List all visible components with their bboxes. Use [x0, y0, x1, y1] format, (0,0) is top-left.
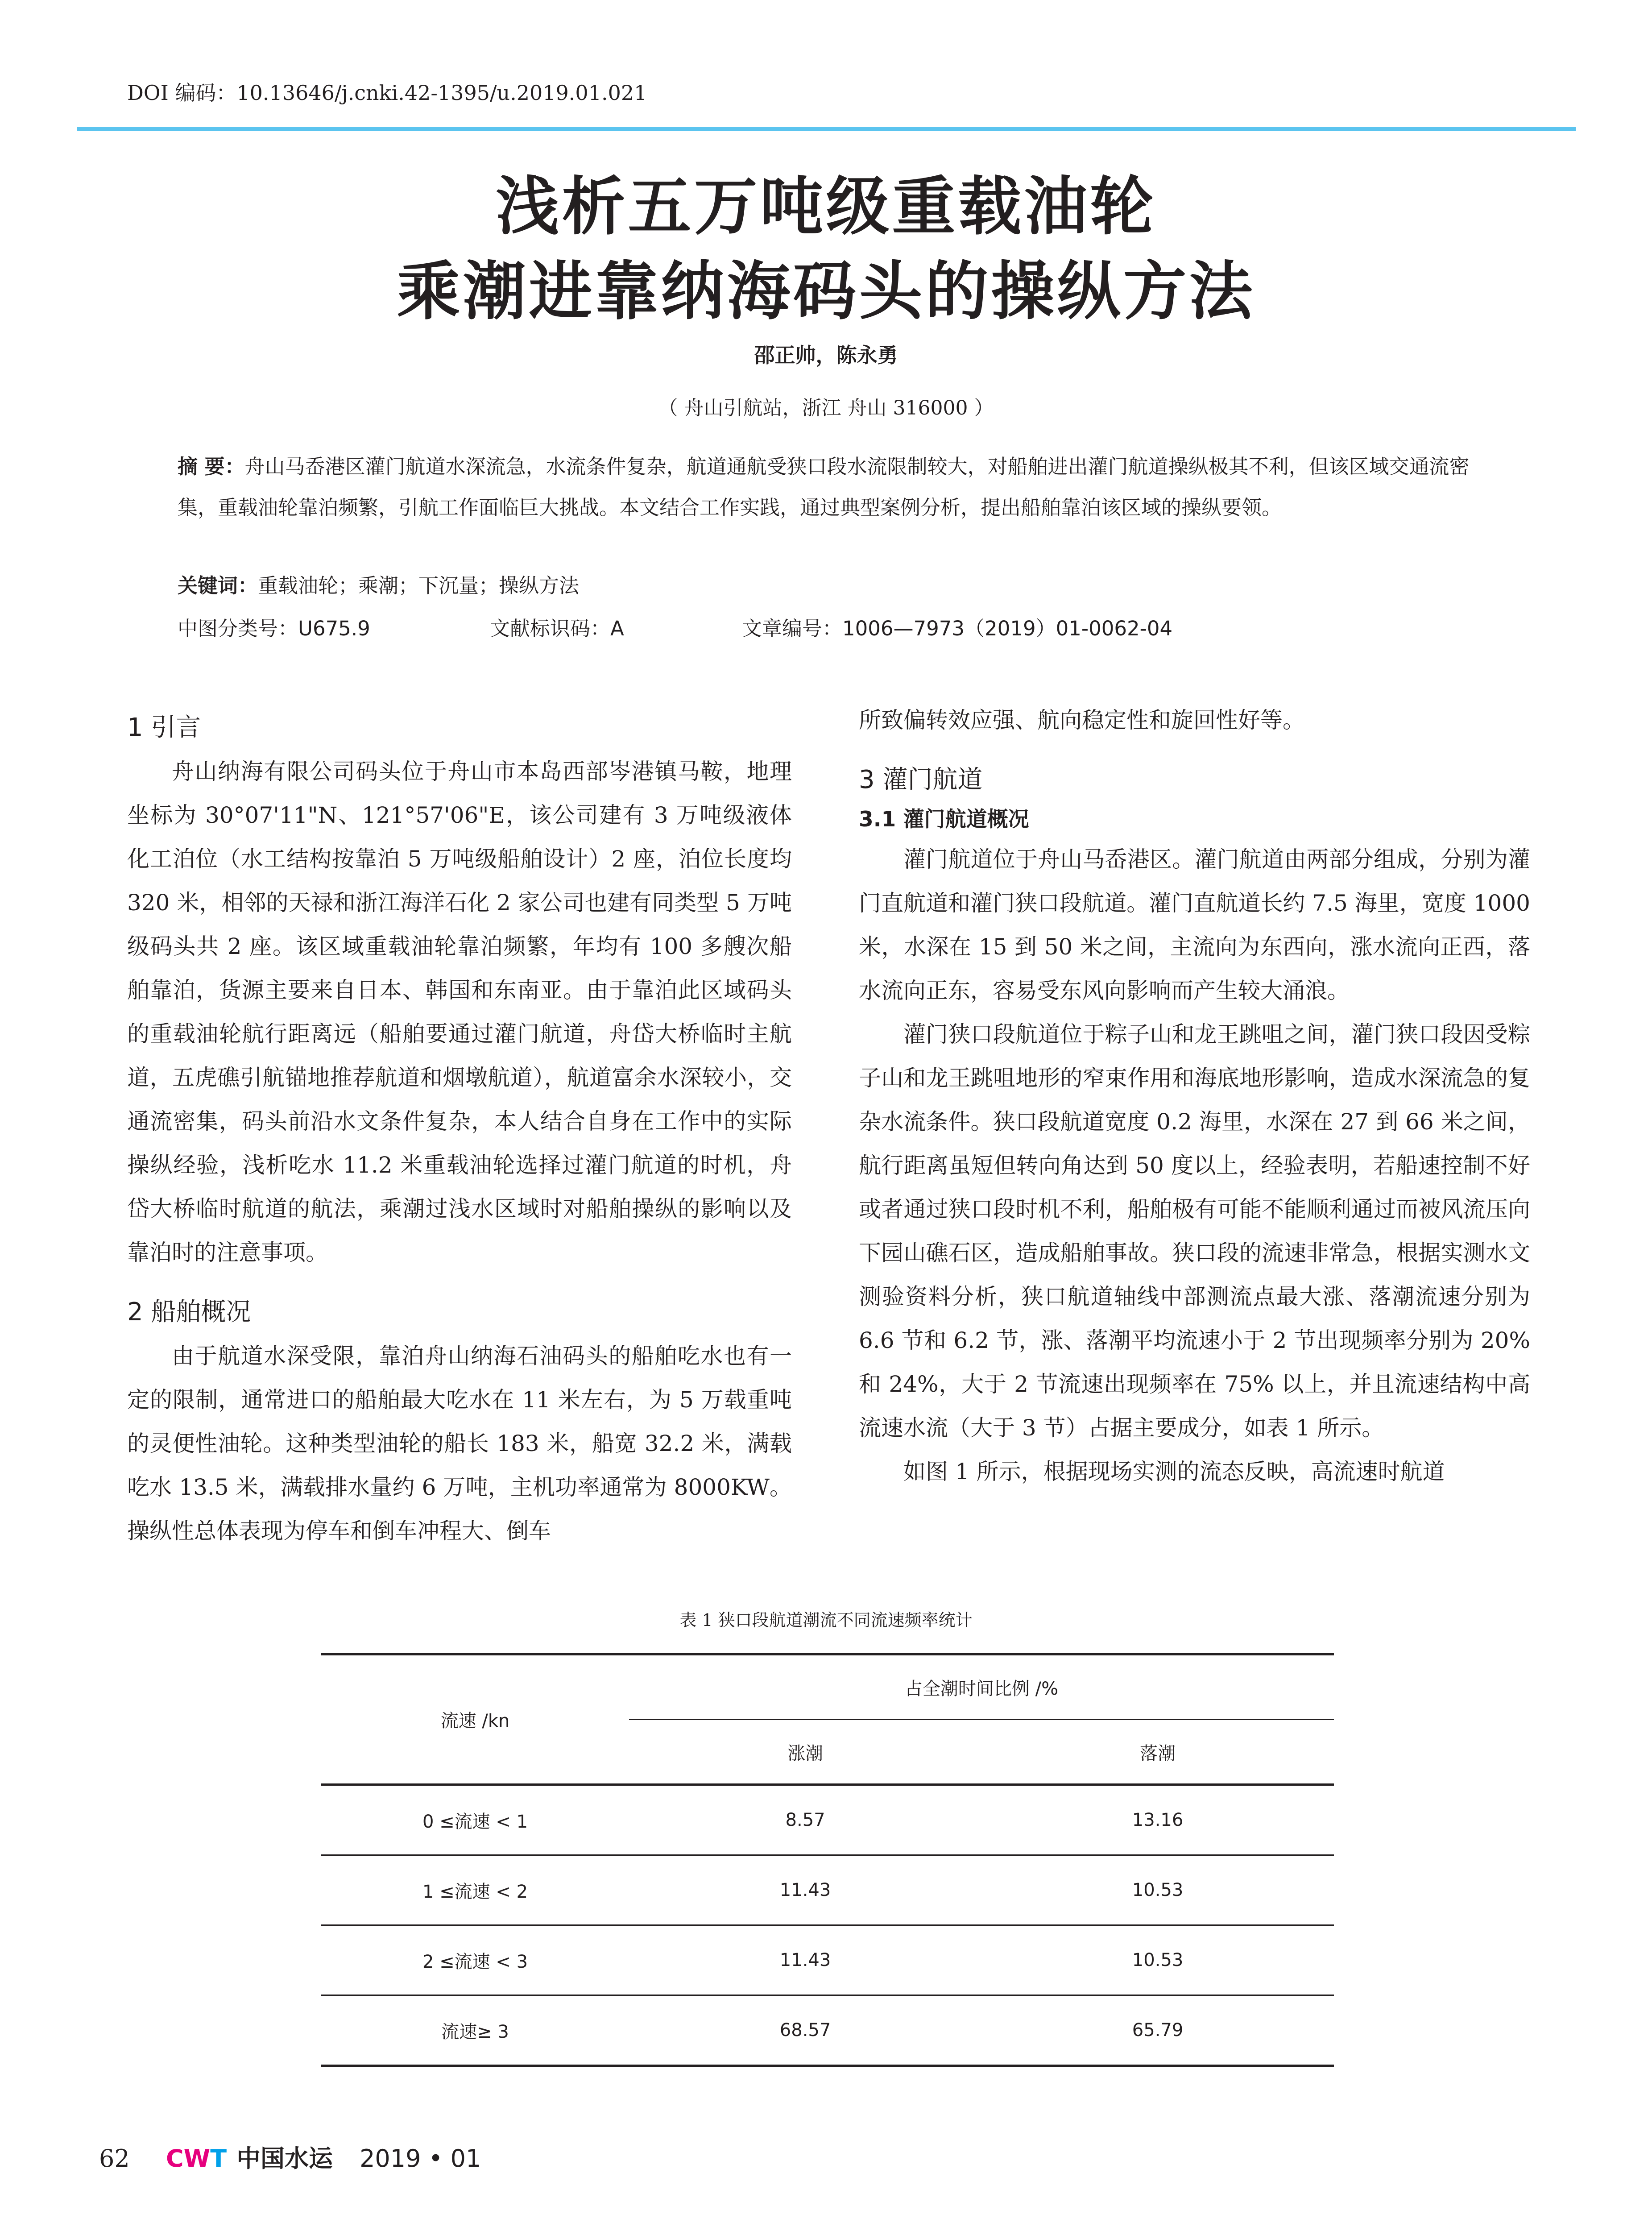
table-row — [321, 1995, 1334, 2066]
row-flood: 8.57 — [629, 1785, 981, 1855]
clc-item — [178, 612, 370, 641]
keywords-text: 重载油轮；乘潮；下沉量；操纵方法 — [258, 574, 580, 597]
section-3-1-paragraph-3: 如图 1 所示，根据现场实测的流态反映，高流速时航道 — [903, 1459, 1445, 1485]
page-number: 62 — [99, 2144, 130, 2173]
section-3-1-paragraph-1: 灌门航道位于舟山马岙港区。灌门航道由两部分组成，分别为灌门直航道和灌门狭口段航道。灌门直航道长约 7.5 海里，宽度 1000 米，水深在 15 到 50 米之间，主流向为东西向，涨水流向正西，落水流向正东，容易受东风向影响而产生较大涌浪。 — [859, 846, 1530, 1004]
section-2-continuation: 所致偏转效应强、航向稳定性和旋回性好等。 — [859, 707, 1305, 733]
art-item — [742, 612, 1172, 641]
art-value: 1006—7973（2019）01-0062-04 — [842, 617, 1173, 640]
table-row — [321, 1855, 1334, 1925]
title-line-2: 乘潮进靠纳海码头的操纵方法 — [397, 254, 1255, 328]
title-line-1: 浅析五万吨级重载油轮 — [496, 170, 1156, 244]
header-group: 占全潮时间比例 /% — [629, 1655, 1334, 1720]
magazine-name: 中国水运 — [236, 2144, 333, 2173]
section-1-paragraph: 舟山纳海有限公司码头位于舟山市本岛西部岑港镇马鞍，地理坐标为 30°07'11"N、121°57'06"E，该公司建有 3 万吨级液体化工泊位（水工结构按靠泊 5 万吨级船舶设计）2 座，泊位长度均 320 米，相邻的天禄和浙江海洋石化 2 家公司也建有同类型 5 万吨级码头共 2 座。该区域重载油轮靠泊频繁，年均有 100 多艘次船舶靠泊，货源主要来自日本、韩国和东南亚。由于靠泊此区域码头的重载油轮航行距离远（船舶要通过灌门航道，舟岱大桥临时主航道，五虎礁引航锚地推荐航道和烟墩航道），航道富余水深较小，交通流密集，码头前沿水文条件复杂，本人结合自身在工作中的实际操纵经验，浅析吃水 11.2 米重载油轮选择过灌门航道的时机，舟岱大桥临时航道的航法，乘潮过浅水区域时对船舶操纵的影响以及靠泊时的注意事项。 — [127, 759, 792, 1265]
flow-speed-table — [321, 1653, 1334, 2067]
doi-code: DOI 编码：10.13646/j.cnki.42-1395/u.2019.01.021 — [127, 81, 647, 105]
logo-w: W — [183, 2144, 211, 2173]
row-ebb: 13.16 — [981, 1785, 1334, 1855]
section-3-1-paragraph-2: 灌门狭口段航道位于粽子山和龙王跳咀之间，灌门狭口段因受粽子山和龙王跳咀地形的窄束作用和海底地形影响，造成水深流急的复杂水流条件。狭口段航道宽度 0.2 海里，水深在 27 到 66 米之间，航行距离虽短但转向角达到 50 度以上，经验表明，若船速控制不好或者通过狭口段时机不利，船舶极有可能不能顺利通过而被风流压向下园山礁石区，造成船舶事故。狭口段的流速非常急，根据实测水文测验资料分析，狭口航道轴线中部测流点最大涨、落潮流速分别为 6.6 节和 6.2 节，涨、落潮平均流速小于 2 节出现频率分别为 20% 和 24%，大于 2 节流速出现频率在 75% 以上，并且流速结构中高流速水流（大于 3 节）占据主要成分，如表 1 所示。 — [859, 1021, 1530, 1441]
art-label: 文章编号： — [742, 617, 843, 640]
doc-label: 文献标识码： — [490, 617, 611, 640]
row-flood: 68.57 — [629, 1995, 981, 2066]
header-ebb: 落潮 — [981, 1720, 1334, 1785]
row-flood: 11.43 — [629, 1855, 981, 1925]
affiliation: （ 舟山引航站，浙江 舟山 316000 ） — [658, 397, 994, 419]
keywords — [178, 569, 579, 598]
abstract — [178, 446, 1485, 528]
table-caption: 表 1 狭口段航道潮流不同流速频率统计 — [679, 1610, 973, 1630]
logo-t: T — [210, 2144, 227, 2173]
header-speed: 流速 /kn — [321, 1655, 629, 1785]
doc-value: A — [610, 617, 624, 640]
row-flood: 11.43 — [629, 1925, 981, 1995]
doc-item — [490, 612, 624, 641]
keywords-label: 关键词： — [178, 574, 258, 597]
row-ebb: 10.53 — [981, 1925, 1334, 1995]
page-footer — [99, 2140, 481, 2174]
clc-value: U675.9 — [298, 617, 370, 640]
section-3-heading: 3 灌门航道 — [859, 765, 983, 794]
row-speed: 1 ≤流速 < 2 — [321, 1855, 629, 1925]
table-row — [321, 1925, 1334, 1995]
abstract-text: 舟山马岙港区灌门航道水深流急，水流条件复杂，航道通航受狭口段水流限制较大，对船舶进出灌门航道操纵极其不利，但该区域交通流密集，重载油轮靠泊频繁，引航工作面临巨大挑战。本文结合工作实践，通过典型案例分析，提出船舶靠泊该区域的操纵要领。 — [178, 455, 1470, 519]
logo-c: C — [166, 2144, 184, 2173]
row-speed: 0 ≤流速 < 1 — [321, 1785, 629, 1855]
right-column — [859, 698, 1530, 1493]
header-rule — [77, 127, 1576, 131]
section-2-heading: 2 船舶概况 — [127, 1298, 251, 1327]
section-1-heading: 1 引言 — [127, 713, 201, 742]
section-2-paragraph: 由于航道水深受限，靠泊舟山纳海石油码头的船舶吃水也有一定的限制，通常进口的船舶最大吃水在 11 米左右，为 5 万载重吨的灵便性油轮。这种类型油轮的船长 183 米，船宽 32.2 米，满载吃水 13.5 米，满载排水量约 6 万吨，主机功率通常为 8000KW。操纵性总体表现为停车和倒车冲程大、倒车 — [127, 1343, 792, 1544]
issue-number: 2019 • 01 — [360, 2144, 481, 2173]
row-ebb: 65.79 — [981, 1995, 1334, 2066]
section-3-1-heading: 3.1 灌门航道概况 — [859, 807, 1029, 832]
abstract-label: 摘 要： — [178, 455, 245, 478]
left-column — [127, 706, 792, 1553]
cwt-logo — [166, 2144, 227, 2173]
authors: 邵正帅，陈永勇 — [754, 343, 898, 367]
table-row — [321, 1785, 1334, 1855]
row-ebb: 10.53 — [981, 1855, 1334, 1925]
header-flood: 涨潮 — [629, 1720, 981, 1785]
clc-label: 中图分类号： — [178, 617, 298, 640]
row-speed: 2 ≤流速 < 3 — [321, 1925, 629, 1995]
row-speed: 流速≥ 3 — [321, 1995, 629, 2066]
